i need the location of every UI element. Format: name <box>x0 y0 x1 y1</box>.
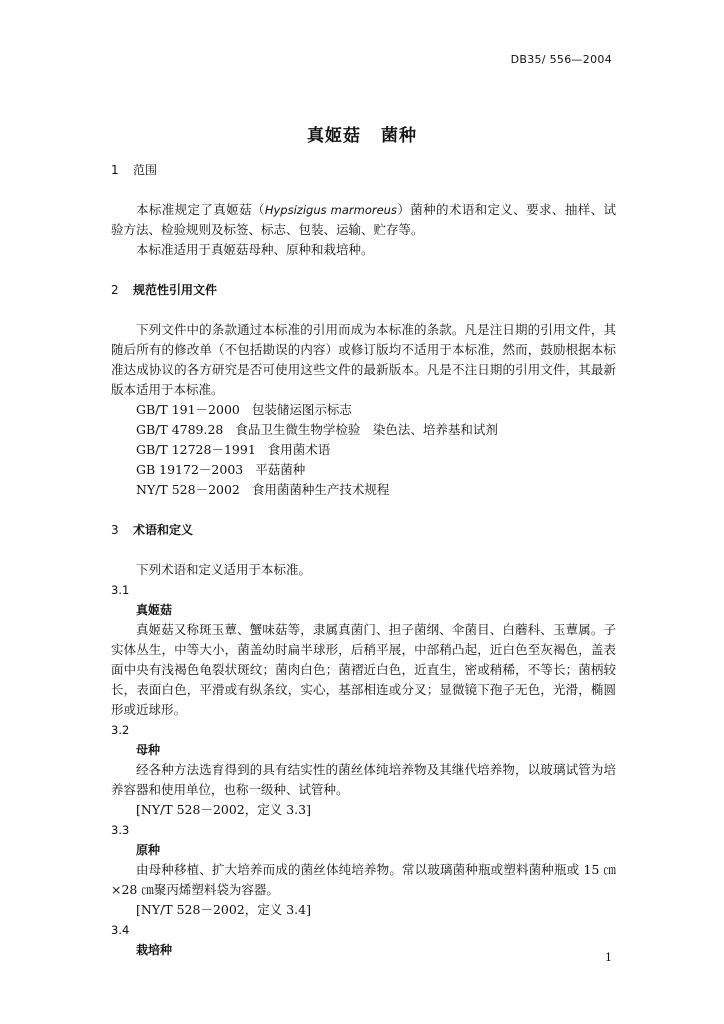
section-number: 3 <box>111 523 119 537</box>
latin-name: Hypsizigus marmoreus <box>264 203 397 217</box>
section-1-heading <box>111 160 616 180</box>
term-source: [NY/T 528－2002，定义 3.3] <box>136 802 311 817</box>
normative-reference: NY/T 528－2002 食用菌菌种生产技术规程 <box>136 482 390 497</box>
term-number: 3.3 <box>111 823 130 837</box>
term-name: 母种 <box>136 743 161 757</box>
standard-code: DB35/ 556—2004 <box>510 53 612 66</box>
title-part-1: 真姬菇 <box>307 126 361 146</box>
page-number: 1 <box>605 951 612 964</box>
section-2-paragraph-1: 下列文件中的条款通过本标准的引用而成为本标准的条款。凡是注日期的引用文件，其随后所有的修改单（不包括勘误的内容）或修订版均不适用于本标准，然而，鼓励根据本标准达成协议的各方研究是否可使用这些文件的最新版本。凡是不注日期的引用文件，其最新版本适用于本标准。 <box>111 322 616 397</box>
term-number: 3.1 <box>111 583 130 597</box>
term-name: 真姬菇 <box>136 603 173 617</box>
section-1-paragraph-2: 本标准适用于真姬菇母种、原种和栽培种。 <box>136 242 374 257</box>
section-3-intro: 下列术语和定义适用于本标准。 <box>136 562 312 577</box>
normative-reference: GB 19172－2003 平菇菌种 <box>136 462 306 477</box>
section-title: 范围 <box>133 163 158 177</box>
term-definition: 由母种移植、扩大培养而成的菌丝体纯培养物。常以玻璃菌种瓶或塑料菌种瓶或 15 ㎝×28 ㎝聚丙烯塑料袋为容器。 <box>111 862 616 897</box>
term-source: [NY/T 528－2002，定义 3.4] <box>136 902 311 917</box>
term-definition: 真姬菇又称斑玉蕈、蟹味菇等，隶属真菌门、担子菌纲、伞菌目、白蘑科、玉蕈属。子实体丛生，中等大小，菌盖幼时扁半球形，后稍平展，中部稍凸起，近白色至灰褐色，盖表面中央有浅褐色龟裂状斑纹；菌肉白色；菌褶近白色，近直生，密或稍稀，不等长；菌柄较长，表面白色，平滑或有纵条纹，实心，基部相连或分叉；显微镜下孢子无色，光滑，椭圆形或近球形。 <box>111 622 616 717</box>
term-name: 原种 <box>136 843 161 857</box>
section-1-paragraph-1: 本标准规定了真姬菇（Hypsizigus marmoreus）菌种的术语和定义、要求、抽样、试验方法、检验规则及标签、标志、包装、运输、贮存等。 <box>111 202 616 237</box>
document-body <box>111 160 616 960</box>
section-2-heading <box>111 280 616 300</box>
section-number: 1 <box>111 163 119 177</box>
section-number: 2 <box>111 283 119 297</box>
term-name: 栽培种 <box>136 943 173 957</box>
section-title: 术语和定义 <box>133 523 194 537</box>
section-title: 规范性引用文件 <box>133 283 218 297</box>
title-part-2: 菌种 <box>381 126 417 146</box>
normative-reference: GB/T 4789.28 食品卫生微生物学检验 染色法、培养基和试剂 <box>136 422 498 437</box>
document-title <box>0 121 724 146</box>
normative-reference: GB/T 12728－1991 食用菌术语 <box>136 442 331 457</box>
normative-reference: GB/T 191－2000 包装储运图示标志 <box>136 402 352 417</box>
term-definition: 经各种方法选育得到的具有结实性的菌丝体纯培养物及其继代培养物，以玻璃试管为培养容器和使用单位，也称一级种、试管种。 <box>111 762 616 797</box>
term-number: 3.2 <box>111 723 130 737</box>
term-number: 3.4 <box>111 923 130 937</box>
section-3-heading <box>111 520 616 540</box>
